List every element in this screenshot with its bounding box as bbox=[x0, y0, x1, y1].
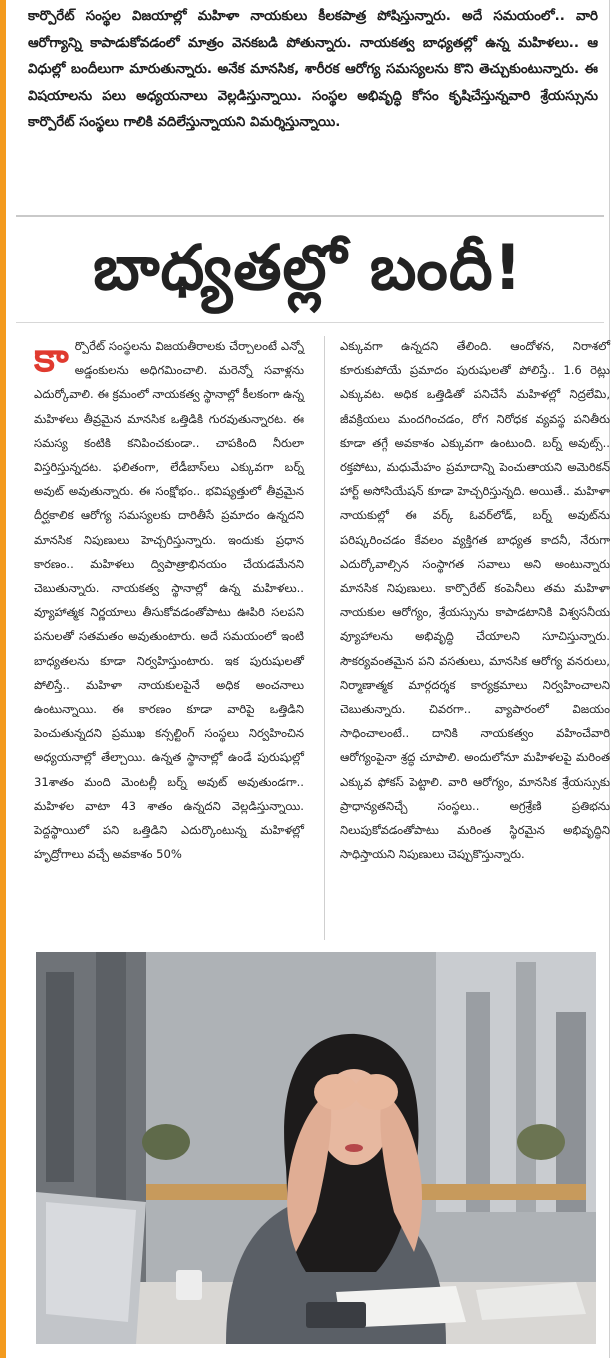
section-divider bbox=[16, 215, 604, 217]
headline-divider bbox=[16, 322, 604, 323]
drop-cap: కా bbox=[34, 335, 69, 381]
column-divider bbox=[324, 336, 325, 940]
newspaper-page bbox=[6, 0, 610, 1358]
intro-paragraph: కార్పొరేట్ సంస్థల విజయాల్లో మహిళా నాయకులు కీలకపాత్ర పోషిస్తున్నారు. అదే సమయంలో.. వారి ఆరోగ్యాన్ని కాపాడుకోవడంలో మాత్రం వెనకబడి పోతున్నారు. నాయకత్వ బాధ్యతల్లో ఉన్న మహిళలు.. ఆ విధుల్లో బందీలుగా మారుతున్నారు. అనేక మానసిక, శారీరక ఆరోగ్య సమస్యలను కొని తెచ్చుకుంటున్నారు. ఈ విషయాలను పలు అధ్యయనాలు వెల్లడిస్తున్నాయి. సంస్థల అభివృద్ధి కోసం కృషిచేస్తున్నవారి శ్రేయస్సును కార్పొరేట్ సంస్థలు గాలికి వదిలేస్తున్నాయని విమర్శిస్తున్నాయి. bbox=[28, 9, 598, 130]
headline: బాధ్యతల్లో బందీ! bbox=[93, 231, 523, 304]
article-column-left bbox=[34, 334, 304, 866]
stressed-woman-photo bbox=[36, 952, 596, 1344]
left-column-text: ర్పొరేట్ సంస్థలను విజయతీరాలకు చేర్చాలంటే ఎన్నో అడ్డంకులను అధిగమించాలి. మరెన్నో సవాళ్లను ఎదుర్కోవాలి. ఈ క్రమంలో నాయకత్వ స్థానాల్లో కీలకంగా ఉన్న మహిళలు తీవ్రమైన మానసిక ఒత్తిడికి గురవుతున్నారట. ఈ సమస్య కంటికి కనిపించకుండా.. చాపకింది నీరులా విస్తరిస్తున్నదట. ఫలితంగా, లేడీబాస్‌లు ఎక్కువగా బర్న్ అవుట్ అవుతున్నారు. ఈ సంక్షోభం.. భవిష్యత్తులో తీవ్రమైన దీర్ఘకాలిక ఆరోగ్య సమస్యలకు దారితీసే ప్రమాదం ఉన్నదని మానసిక నిపుణులు హెచ్చరిస్తున్నారు. ఇందుకు ప్రధాన కారణం.. మహిళలు ద్విపాత్రాభినయం చేయడమేనని చెబుతున్నారు. నాయకత్వ స్థానాల్లో ఉన్న మహిళలు.. వ్యూహాత్మక నిర్ణయాలు తీసుకోవడంతోపాటు ఊపిరి సలపని పనులతో సతమతం అవుతుంటారు. అదే సమయంలో ఇంటి బాధ్యతలను కూడా నిర్వహిస్తుంటారు. ఇక పురుషులతో పోలిస్తే.. మహిళా నాయకులపైనే అధిక అంచనాలు ఉంటున్నాయి. ఈ కారణం కూడా వారిపై ఒత్తిడిని పెంచుతున్నదని ప్రముఖ కన్సల్టింగ్ సంస్థలు నిర్వహించిన అధ్యయనాల్లో తేల్చాయి. ఉన్నత స్థానాల్లో ఉండే పురుషుల్లో 31శాతం మంది మెంటల్లీ బర్న్ అవుట్ అవుతుండగా.. మహిళల వాటా 43 శాతం ఉన్నదని వెల్లడిస్తున్నాయి. పెద్దస్థాయిలో పని ఒత్తిడిని ఎదుర్కొంటున్న మహిళల్లో హృద్రోగాలు వచ్చే అవకాశం 50% bbox=[34, 339, 305, 862]
article-column-right: ఎక్కువగా ఉన్నదని తేలింది. ఆందోళన, నిరాశలో కూరుకుపోయే ప్రమాదం పురుషులతో పోలిస్తే.. 1.6 రెట్లు ఎక్కువట. అధిక ఒత్తిడితో పనిచేసే మహిళల్లో నిద్రలేమి, జీవక్రియలు మందగించడం, రోగ నిరోధక వ్యవస్థ పనితీరు కూడా తగ్గే అవకాశం ఎక్కువగా ఉంటుంది. బర్న్ అవుట్స్.. రక్తపోటు, మధుమేహం ప్రమాదాన్ని పెంచుతాయని అమెరికన్ హార్ట్ అసోసియేషన్ కూడా హెచ్చరిస్తున్నది. అయితే.. మహిళా నాయకుల్లో ఈ వర్క్ ఓవర్‌లోడ్, బర్న్ అవుట్‌ను పరిష్కరించడం కేవలం వ్యక్తిగత బాధ్యత కాదనీ, నేరుగా ఎదుర్కోవాల్సిన సంస్థాగత సవాలు అని అంటున్నారు మానసిక నిపుణులు. కార్పొరేట్ కంపెనీలు తమ మహిళా నాయకుల ఆరోగ్యం, శ్రేయస్సును కాపాడటానికి విశ్వసనీయ వ్యూహాలను అభివృద్ధి చేయాలని సూచిస్తున్నారు. సౌకర్యవంతమైన పని వసతులు, మానసిక ఆరోగ్య వనరులు, నిర్మాణాత్మక మార్గదర్శక కార్యక్రమాలు నిర్వహించాలని చెబుతున్నారు. చివరగా.. వ్యాపారంలో విజయం సాధించాలంటే.. దానికి నాయకత్వం వహించేవారి ఆరోగ్యంపైనా శ్రద్ధ చూపాలి. అందులోనూ మహిళలపై మరింత ఎక్కువ ఫోకస్ పెట్టాలి. వారి ఆరోగ్యం, మానసిక శ్రేయస్సుకు ప్రాధాన్యతనిచ్చే సంస్థలు.. అగ్రశ్రేణి ప్రతిభను నిలుపుకోవడంతోపాటు మరింత స్థిరమైన అభివృద్ధిని సాధిస్తాయని నిపుణులు చెప్పుకొస్తున్నారు. bbox=[340, 339, 610, 862]
photo-illustration bbox=[36, 952, 596, 1344]
